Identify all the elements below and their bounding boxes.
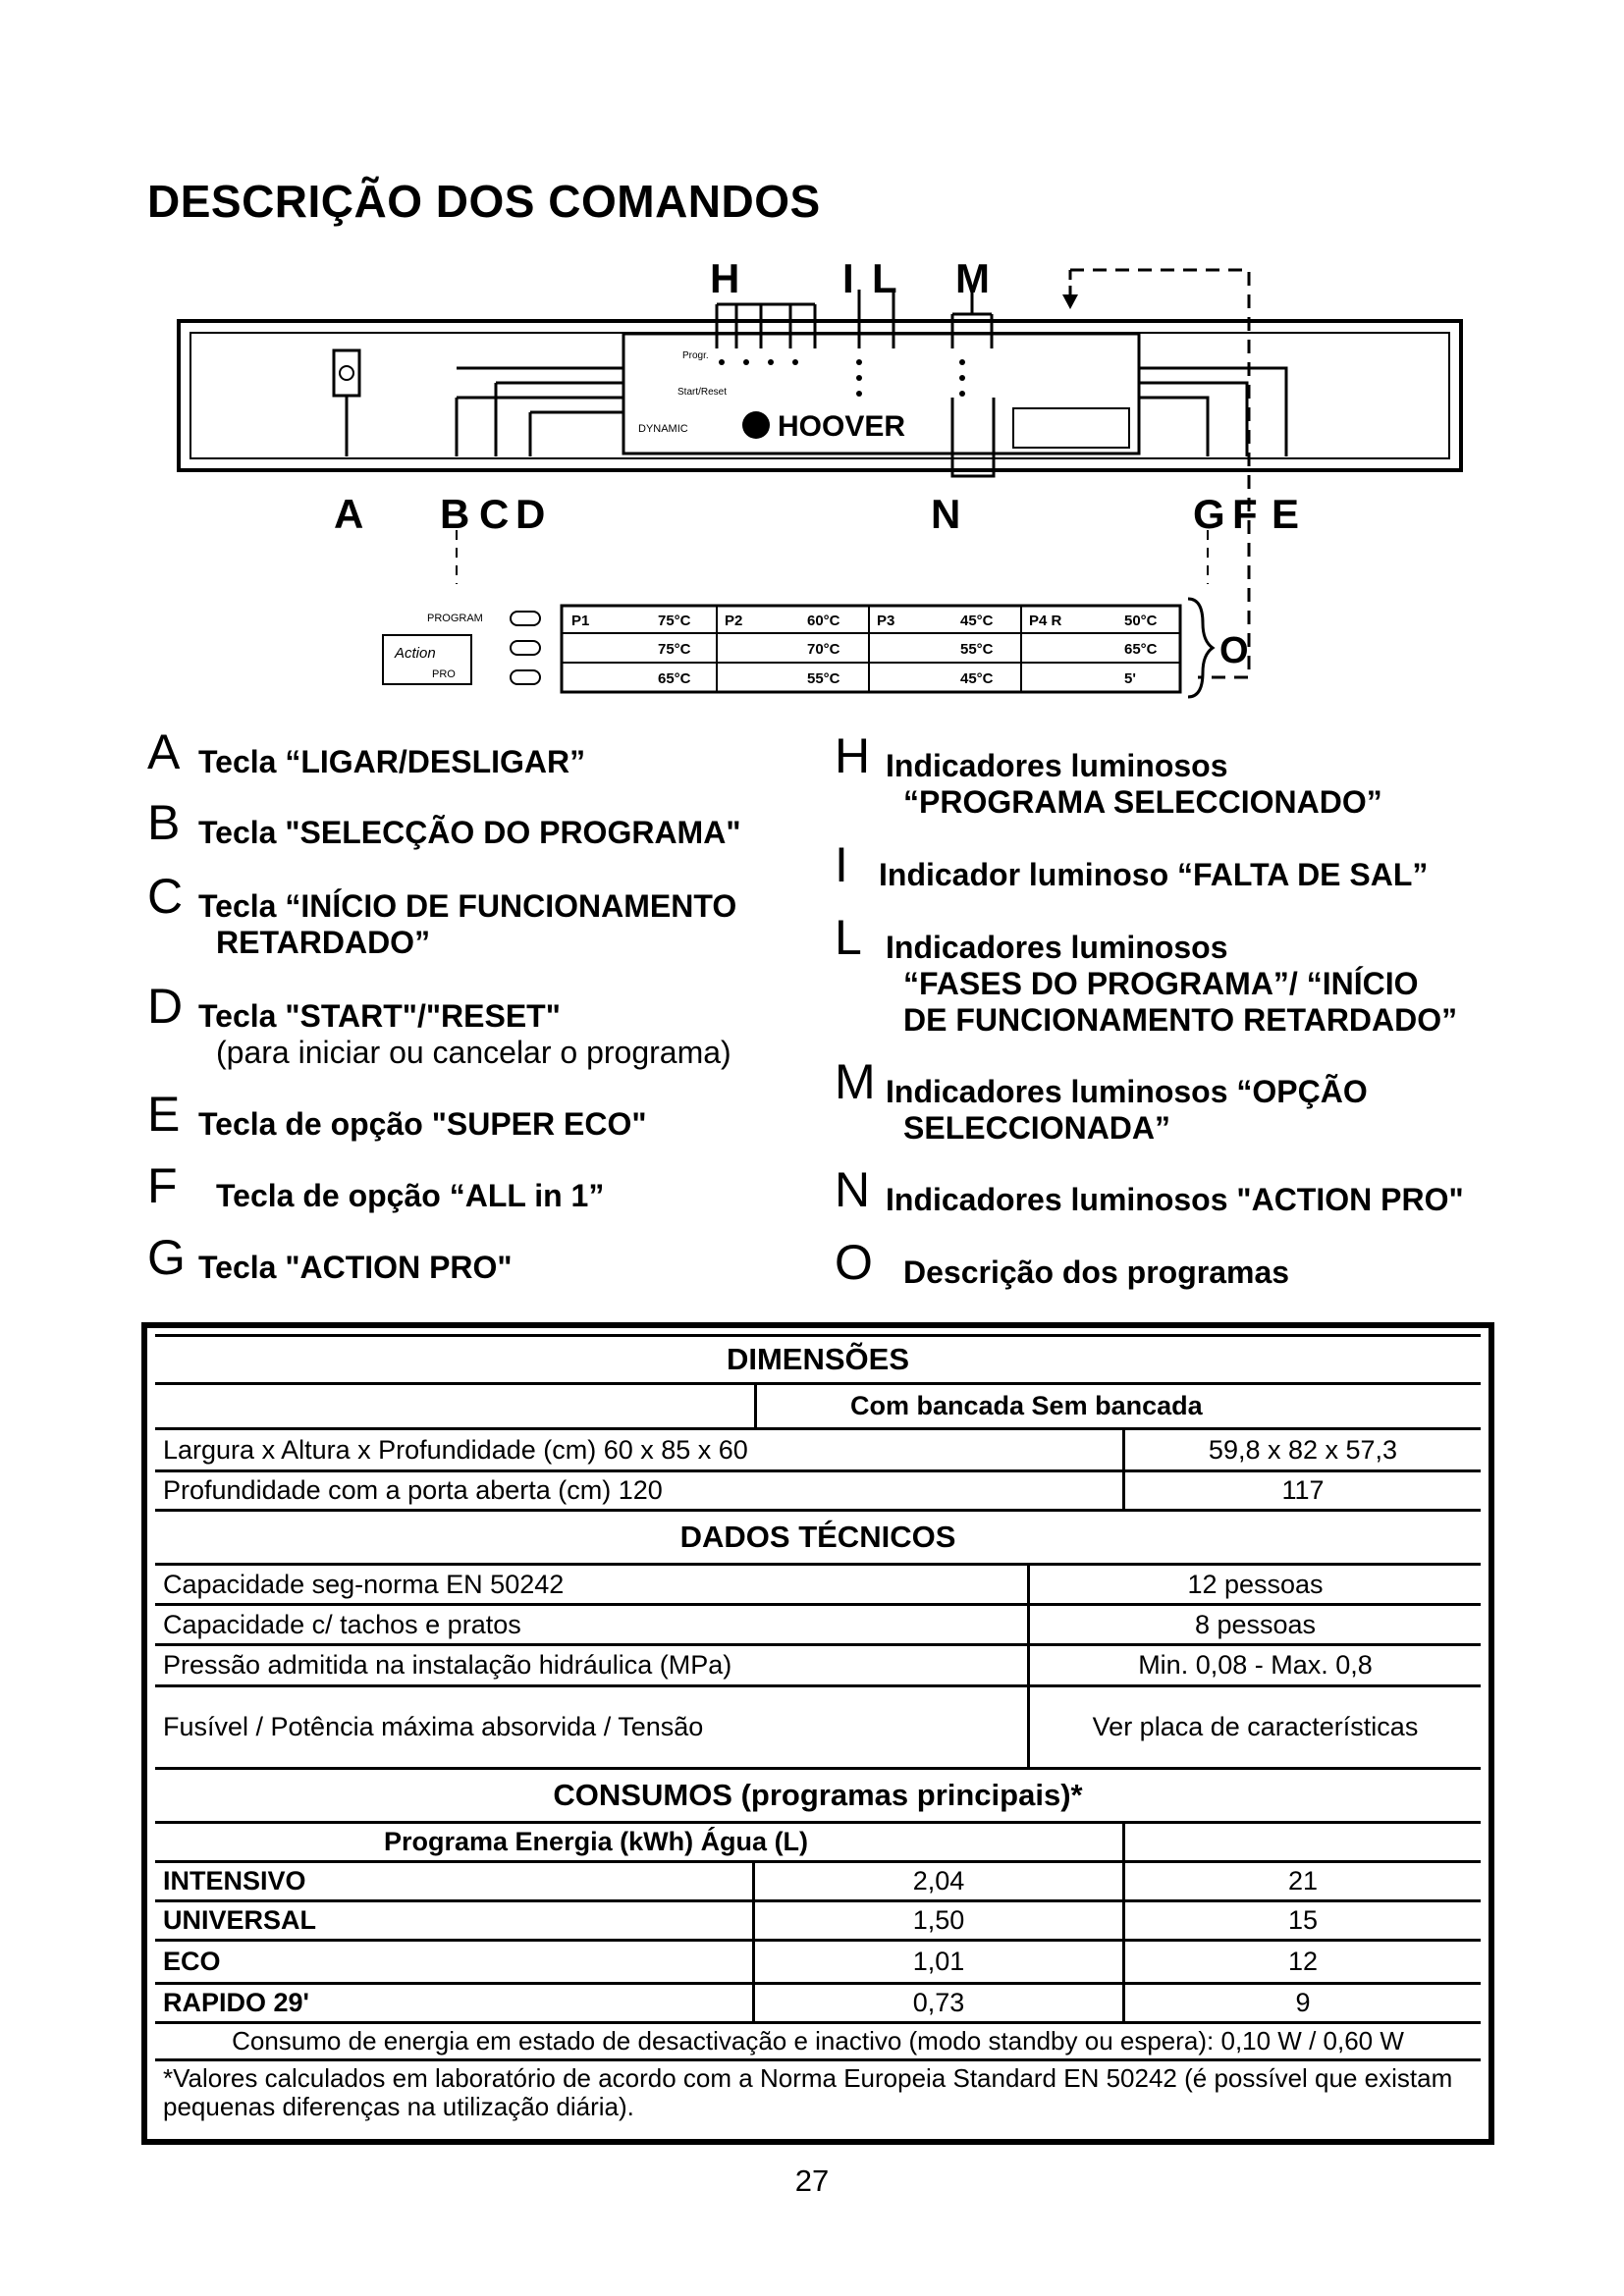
power-button: [334, 350, 359, 396]
table-row: Fusível / Potência máxima absorvida / Tensão Ver placa de características: [155, 1687, 1481, 1770]
dimensions-title-row: [155, 1334, 1481, 1385]
svg-text:50°C: 50°C: [1124, 613, 1158, 629]
indicator-leds: [719, 359, 965, 397]
standby-note: Consumo de energia em estado de desactivação e inactivo (modo standby ou espera): 0,10 W / 0,60 W: [232, 2026, 1404, 2056]
legend-n: N Indicadores luminosos "ACTION PRO": [835, 1162, 1464, 1217]
table-row: Capacidade seg-norma EN 50242 12 pessoas: [155, 1566, 1481, 1606]
consumption-title-row: [155, 1770, 1481, 1824]
power-icon: [340, 366, 353, 380]
legend-d: D Tecla "START"/"RESET" (para iniciar ou cancelar o programa): [147, 979, 731, 1070]
callout-o: O: [1219, 630, 1249, 671]
program-label: PROGRAM: [427, 613, 483, 624]
callout-o-dashed-line: [1070, 270, 1249, 677]
dimensions-title: DIMENSÕES: [726, 1342, 910, 1376]
panel-outline: [179, 321, 1461, 470]
legend-f: F Tecla de opção “ALL in 1”: [147, 1158, 605, 1213]
option-toggles: [511, 612, 540, 684]
dimensions-col-header: Com bancada Sem bancada: [850, 1391, 1203, 1420]
dimensions-header-row: [155, 1385, 1481, 1430]
standby-row: [155, 2024, 1481, 2061]
technical-title-row: [155, 1512, 1481, 1566]
legend-c: C Tecla “INÍCIO DE FUNCIONAMENTO RETARDADO”: [147, 869, 737, 960]
legend-e: E Tecla de opção "SUPER ECO": [147, 1087, 647, 1142]
callout-d: D: [515, 491, 546, 537]
program-mini-table: [562, 606, 1180, 692]
pro-label: PRO: [432, 668, 456, 680]
table-row: Pressão admitida na instalação hidráulica (MPa) Min. 0,08 - Max. 0,8: [155, 1646, 1481, 1687]
callout-a: A: [334, 491, 364, 537]
callout-g: G: [1193, 491, 1225, 537]
action-label: Action: [395, 645, 436, 662]
svg-text:P3: P3: [877, 613, 895, 629]
consumption-header-row: [155, 1824, 1481, 1863]
table-row: Profundidade com a porta aberta (cm) 120 117: [155, 1472, 1481, 1512]
svg-text:55°C: 55°C: [960, 641, 994, 658]
svg-text:5': 5': [1124, 670, 1136, 687]
callout-b: B: [440, 491, 470, 537]
svg-text:65°C: 65°C: [658, 670, 691, 687]
callout-n: N: [931, 491, 961, 537]
brand-logo: HOOVER: [778, 410, 906, 443]
svg-text:75°C: 75°C: [658, 613, 691, 629]
legend-l: L Indicadores luminosos “FASES DO PROGRAMA”/ “INÍCIO DE FUNCIONAMENTO RETARDADO”: [835, 910, 1458, 1038]
legend-h: H Indicadores luminosos “PROGRAMA SELECCIONADO”: [835, 728, 1382, 820]
legend-b: B Tecla "SELECÇÃO DO PROGRAMA": [147, 795, 741, 850]
svg-text:70°C: 70°C: [807, 641, 840, 658]
consumption-col-header: Programa Energia (kWh) Água (L): [384, 1827, 809, 1856]
svg-text:60°C: 60°C: [807, 613, 840, 629]
svg-text:65°C: 65°C: [1124, 641, 1158, 658]
callout-c: C: [479, 491, 510, 537]
specifications-box: [141, 1322, 1494, 2145]
table-row: INTENSIVO 2,04 21: [155, 1863, 1481, 1902]
panel-prog-label: Progr.: [682, 350, 709, 361]
table-row: RAPIDO 29' 0,73 9: [155, 1985, 1481, 2024]
table-row: Capacidade c/ tachos e pratos 8 pessoas: [155, 1606, 1481, 1646]
svg-text:P1: P1: [571, 613, 590, 629]
callout-f: F: [1232, 491, 1258, 537]
svg-text:55°C: 55°C: [807, 670, 840, 687]
page-number: 27: [794, 2163, 830, 2198]
dynamic-label: DYNAMIC: [638, 423, 688, 435]
legend-a: A Tecla “LIGAR/DESLIGAR”: [147, 724, 586, 779]
footnote: *Valores calculados em laboratório de acordo com a Norma Europeia Standard EN 50242 (é possível que existam pequenas diferenças na utilização diária).: [163, 2063, 1453, 2121]
arrow-icon: [1062, 294, 1078, 309]
legend-o: O Descrição dos programas: [835, 1235, 1290, 1290]
table-row: ECO 1,01 12: [155, 1942, 1481, 1985]
consumption-title: CONSUMOS (programas principais)*: [553, 1778, 1083, 1812]
svg-text:P4 R: P4 R: [1029, 613, 1062, 629]
legend-m: M Indicadores luminosos “OPÇÃO SELECCIONADA”: [835, 1054, 1368, 1146]
brace-icon: [1188, 599, 1213, 697]
action-pro-badge: [1013, 408, 1129, 448]
legend-g: G Tecla "ACTION PRO": [147, 1230, 513, 1285]
callout-h: H: [710, 255, 740, 301]
hoover-logo-icon: [742, 411, 770, 439]
callout-l: L: [872, 255, 897, 301]
svg-text:P2: P2: [725, 613, 743, 629]
table-row: UNIVERSAL 1,50 15: [155, 1902, 1481, 1942]
svg-text:45°C: 45°C: [960, 670, 994, 687]
table-row: Largura x Altura x Profundidade (cm) 60 x 85 x 60 59,8 x 82 x 57,3: [155, 1430, 1481, 1472]
svg-text:75°C: 75°C: [658, 641, 691, 658]
legend-i: I Indicador luminoso “FALTA DE SAL”: [835, 837, 1429, 892]
panel-start-label: Start/Reset: [677, 387, 728, 398]
callout-m: M: [955, 255, 990, 301]
page-title: DESCRIÇÃO DOS COMANDOS: [147, 176, 821, 227]
control-panel-diagram: [167, 250, 1473, 712]
callout-i: I: [842, 255, 854, 301]
callout-e: E: [1272, 491, 1300, 537]
svg-text:45°C: 45°C: [960, 613, 994, 629]
technical-title: DADOS TÉCNICOS: [679, 1520, 956, 1554]
